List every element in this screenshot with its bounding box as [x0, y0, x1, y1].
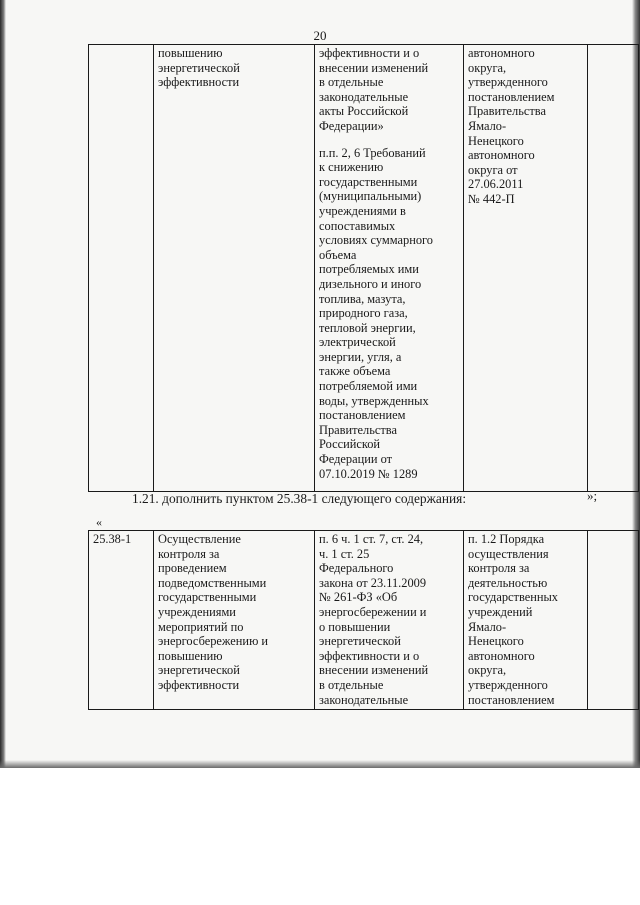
closing-quote: »; [587, 488, 598, 503]
cell-number: 25.38-1 [89, 531, 154, 710]
cell-regional-act: п. 1.2 Порядка осуществления контроля за деятельностью государственных учреждений Ямало- Ненецкого автономного округа, утвержденного постановлением [464, 531, 588, 710]
table-row [89, 45, 639, 492]
cell-regional-act: автономного округа, утвержденного постановлением Правительства Ямало- Ненецкого автономного округа от 27.06.2011 № 442-П [464, 45, 588, 492]
amendment-instruction: 1.21. дополнить пунктом 25.38-1 следующего содержания: [132, 491, 467, 506]
opening-quote: « [96, 515, 102, 529]
cell-legal-basis: п. 6 ч. 1 ст. 7, ст. 24, ч. 1 ст. 25 Федерального закона от 23.11.2009 № 261-ФЗ «Об энергосбережении и о повышении энергетической эффективности и о внесении изменений в отдельные законодательные [315, 531, 464, 710]
cell-authority: Осуществление контроля за проведением подведомственными государственными учреждениями мероприятий по энергосбережению и повышению энергетической эффективности [154, 531, 315, 710]
cell-empty [588, 531, 639, 710]
scan-edge-left [0, 0, 6, 768]
table-continuation [88, 44, 639, 492]
cell-empty [588, 45, 639, 492]
page-number: 20 [313, 28, 327, 43]
table-row [89, 531, 639, 710]
cell-authority: повышению энергетической эффективности [154, 45, 315, 492]
cell-legal-basis [315, 45, 464, 492]
legal-basis-extra: п.п. 2, 6 Требований к снижению государственными (муниципальными) учреждениями в сопоставимых условиях суммарного объема потребляемых ими дизельного и иного топлива, мазута, природного газа, тепловой энергии, электрической энергии, угля, а также объема потребляемой ими воды, утвержденных постановлением Правительства Российской Федерации от 07.10.2019 № 1289 [319, 145, 434, 481]
cell-number [89, 45, 154, 492]
scan-edge-bottom [0, 760, 640, 768]
legal-basis-text: эффективности и о внесении изменений в отдельные законодательные акты Российской Федерации» [319, 46, 429, 133]
table-new-item [88, 530, 639, 710]
